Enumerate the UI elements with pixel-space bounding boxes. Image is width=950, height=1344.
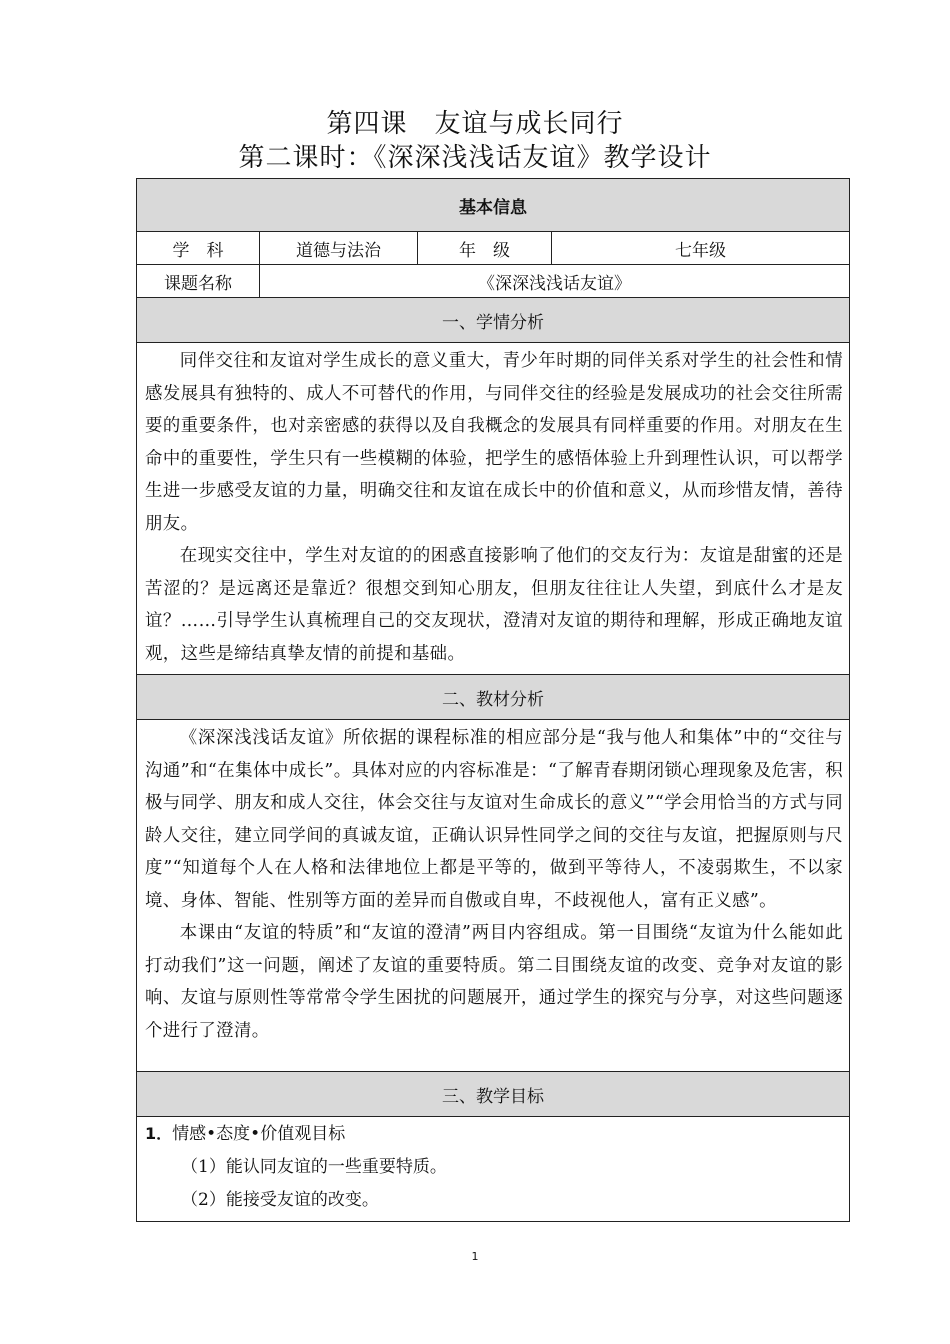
topic-value: 《深深浅浅话友谊》 (260, 265, 850, 298)
section3-body (137, 1117, 850, 1222)
section2-header: 二、教材分析 (137, 675, 850, 720)
section2-paragraph: 本课由“友谊的特质”和“友谊的澄清”两目内容组成。第一目围绕“友谊为什么能如此打动我们”这一问题，阐述了友谊的重要特质。第二目围绕友谊的改变、竞争对友谊的影响、友谊与原则性等常常令学生困扰的问题展开，通过学生的探究与分享，对这些问题逐个进行了澄清。 (145, 923, 843, 1041)
subject-label: 学 科 (137, 232, 260, 265)
lesson-plan-table (136, 178, 850, 1222)
grade-value: 七年级 (552, 232, 850, 265)
subject-value: 道德与法治 (260, 232, 418, 265)
section2-paragraph: 《深深浅浅话友谊》所依据的课程标准的相应部分是“我与他人和集体”中的“交往与沟通”和“在集体中成长”。具体对应的内容标准是：“了解青春期闭锁心理现象及危害，积极与同学、朋友和成人交往，体会交往与友谊对生命成长的意义”“学会用恰当的方式与同龄人交往，建立同学间的真诚友谊，正确认识异性同学之间的交往与友谊，把握原则与尺度”“知道每个人在人格和法律地位上都是平等的，做到平等待人，不凌弱欺生，不以家境、身体、智能、性别等方面的差异而自傲或自卑，不歧视他人，富有正义感”。 (145, 728, 843, 911)
section1-paragraph: 在现实交往中，学生对友谊的的困惑直接影响了他们的交友行为：友谊是甜蜜的还是苦涩的？是远离还是靠近？很想交到知心朋友，但朋友往往让人失望，到底什么才是友谊？……引导学生认真梳理自己的交友现状，澄清对友谊的期待和理解，形成正确地友谊观，这些是缔结真挚友情的前提和基础。 (145, 546, 843, 664)
goal-item: （2）能接受友谊的改变。 (181, 1190, 379, 1210)
section3-header: 三、教学目标 (137, 1072, 850, 1117)
topic-label: 课题名称 (137, 265, 260, 298)
grade-label: 年 级 (418, 232, 552, 265)
document-title: 第四课 友谊与成长同行 (326, 109, 624, 139)
page-number: 1 (471, 1250, 479, 1263)
section1-paragraph: 同伴交往和友谊对学生成长的意义重大，青少年时期的同伴关系对学生的社会性和情感发展具有独特的、成人不可替代的作用，与同伴交往的经验是发展成功的社会交往所需要的重要条件，也对亲密感的获得以及自我概念的发展具有同样重要的作用。对朋友在生命中的重要性，学生只有一些模糊的体验，把学生的感悟体验上升到理性认识，可以帮学生进一步感受友谊的力量，明确交往和友谊在成长中的价值和意义，从而珍惜友情，善待朋友。 (145, 351, 843, 534)
goal-item: （1）能认同友谊的一些重要特质。 (181, 1157, 447, 1177)
document-subtitle: 第二课时：《深深浅浅话友谊》教学设计 (238, 143, 712, 173)
goal-number: 1． (145, 1124, 173, 1143)
section1-body (137, 343, 850, 675)
section2-body (137, 720, 850, 1072)
goal-title: 情感•态度•价值观目标 (172, 1124, 346, 1144)
basic-info-header: 基本信息 (137, 179, 850, 232)
goal-heading (145, 1117, 843, 1151)
section1-header: 一、学情分析 (137, 298, 850, 343)
